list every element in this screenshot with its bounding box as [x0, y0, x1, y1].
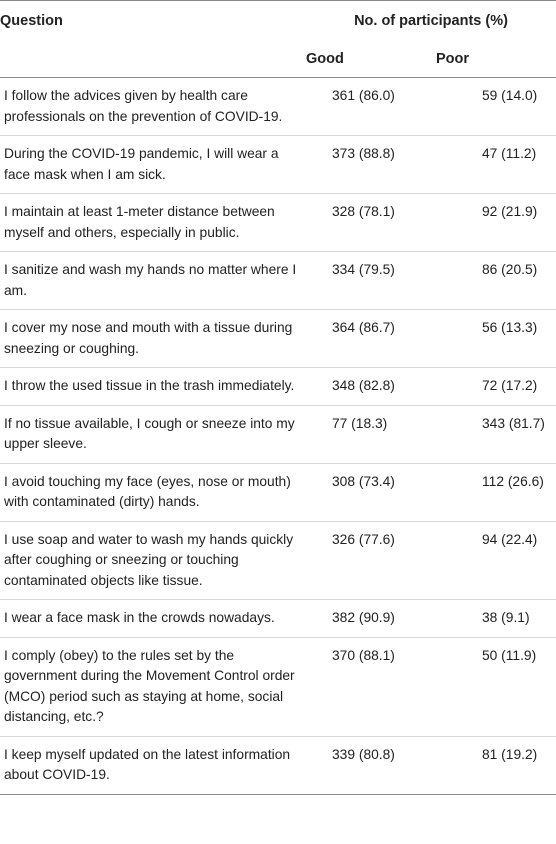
- row-poor-value: 92 (21.9): [482, 204, 538, 219]
- table-row: [0, 78, 556, 136]
- row-poor-value: 56 (13.3): [482, 320, 538, 335]
- row-poor-value: 50 (11.9): [482, 647, 537, 663]
- header-good: Good: [306, 51, 344, 67]
- table-row: [0, 194, 556, 252]
- header-participants-label: No. of participants (%): [354, 13, 508, 29]
- row-question: I avoid touching my face (eyes, nose or mouth) with contaminated (dirty) hands.: [4, 473, 291, 509]
- row-question: I wear a face mask in the crowds nowadays.: [4, 610, 275, 625]
- header-participants: [306, 1, 556, 42]
- row-good-value: 364 (86.7): [332, 320, 395, 335]
- row-question: I follow the advices given by health care professionals on the prevention of COVID-19.: [4, 88, 283, 124]
- row-poor-value: 72 (17.2): [482, 378, 538, 393]
- row-poor-value: 47 (11.2): [482, 146, 537, 161]
- table-row: [0, 637, 556, 736]
- table-row: [0, 252, 556, 310]
- table-header: [0, 1, 556, 78]
- row-poor-value: 86 (20.5): [482, 262, 538, 277]
- row-question: I keep myself updated on the latest information about COVID-19.: [4, 746, 291, 782]
- row-question: I maintain at least 1-meter distance between myself and others, especially in public.: [4, 204, 275, 240]
- row-question: I use soap and water to wash my hands quickly after coughing or sneezing or touching contaminated objects like tissue.: [4, 531, 294, 588]
- row-poor-value: 343 (81.7): [482, 415, 545, 431]
- header-question: Question: [0, 13, 63, 29]
- row-question: If no tissue available, I cough or sneeze into my upper sleeve.: [4, 415, 295, 451]
- header-empty: [0, 41, 306, 78]
- row-good-value: 77 (18.3): [332, 415, 388, 431]
- row-good-value: 370 (88.1): [332, 647, 395, 663]
- table-row: [0, 521, 556, 600]
- row-good-value: 348 (82.8): [332, 378, 395, 393]
- header-poor: Poor: [436, 51, 470, 67]
- row-good-value: 361 (86.0): [332, 88, 395, 103]
- table-body: [0, 78, 556, 795]
- row-question: I comply (obey) to the rules set by the government during the Movement Control order (MCO) period such as staying at home, social distancing, etc.?: [4, 647, 295, 724]
- row-good-value: 326 (77.6): [332, 531, 395, 547]
- row-poor-value: 38 (9.1): [482, 610, 530, 625]
- row-good-value: 328 (78.1): [332, 204, 395, 219]
- table-row: [0, 736, 556, 794]
- table-row: [0, 368, 556, 406]
- row-poor-value: 59 (14.0): [482, 88, 538, 103]
- row-good-value: 308 (73.4): [332, 473, 395, 489]
- row-poor-value: 112 (26.6): [482, 473, 544, 489]
- row-poor-value: 94 (22.4): [482, 531, 538, 547]
- row-question: I cover my nose and mouth with a tissue during sneezing or coughing.: [4, 320, 293, 356]
- table-row: [0, 600, 556, 638]
- row-question: I throw the used tissue in the trash immediately.: [4, 378, 295, 393]
- row-poor-value: 81 (19.2): [482, 746, 538, 762]
- row-good-value: 382 (90.9): [332, 610, 395, 625]
- row-good-value: 334 (79.5): [332, 262, 395, 277]
- table-row: [0, 136, 556, 194]
- row-question: During the COVID-19 pandemic, I will wear a face mask when I am sick.: [4, 146, 279, 182]
- row-good-value: 339 (80.8): [332, 746, 395, 762]
- row-good-value: 373 (88.8): [332, 146, 395, 161]
- table-row: [0, 405, 556, 463]
- row-question: I sanitize and wash my hands no matter where I am.: [4, 262, 297, 298]
- table-row: [0, 463, 556, 521]
- table-row: [0, 310, 556, 368]
